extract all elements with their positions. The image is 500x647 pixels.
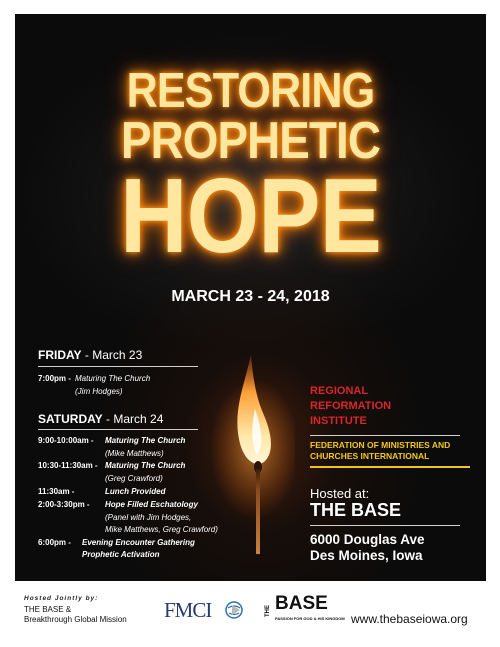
institute-line-3: INSTITUTE (310, 415, 367, 427)
schedule-event: Lunch Provided (105, 487, 166, 496)
institute-name (310, 384, 391, 429)
schedule-event: Maturing The Church (105, 461, 186, 470)
saturday-date: - March 24 (102, 412, 164, 426)
schedule-speaker: Mike Matthews, Greg Crawford) (105, 525, 218, 534)
federation-line-1: FEDERATION OF MINISTRIES AND (310, 440, 451, 450)
schedule-time: 11:30am - (38, 487, 75, 496)
saturday-heading (38, 412, 163, 426)
venue-address (310, 532, 425, 564)
globe-icon (224, 600, 244, 620)
institute-divider (310, 435, 460, 436)
the-base-logo (265, 594, 345, 630)
base-logo-bar (258, 594, 261, 630)
federation-name (310, 440, 450, 462)
federation-divider (310, 466, 470, 468)
friday-date: - March 23 (81, 348, 143, 362)
friday-day: FRIDAY (38, 348, 82, 362)
friday-divider (38, 366, 198, 367)
event-date: MARCH 23 - 24, 2018 (171, 288, 330, 305)
saturday-divider (38, 429, 198, 430)
schedule-event: Evening Encounter Gathering (82, 538, 195, 547)
host-1: THE BASE & (24, 605, 72, 614)
base-logo-wordmark: BASE (275, 593, 328, 614)
event-poster (15, 14, 486, 581)
fmci-logo (164, 597, 250, 625)
saturday-day: SATURDAY (38, 412, 103, 426)
website-url[interactable]: www.thebaseiowa.org (351, 612, 468, 626)
schedule-time: 2:00-3:30pm - (38, 500, 90, 509)
base-logo-tagline: PASSION FOR GOD & HIS KINGDOM (275, 616, 345, 621)
title-line-2: PROPHETIC (120, 112, 381, 170)
schedule-time: 7:00pm - (38, 374, 71, 383)
host-2: Breakthrough Global Mission (24, 615, 127, 624)
title-line-3: HOPE (120, 157, 381, 275)
institute-line-1: REGIONAL (310, 385, 369, 397)
burning-match-illustration (205, 339, 295, 559)
friday-heading (38, 348, 142, 362)
hosted-at-label: Hosted at: (310, 486, 370, 501)
venue-divider (310, 525, 460, 526)
title-line-1: RESTORING (126, 64, 375, 118)
schedule-time: 9:00-10:00am - (38, 436, 94, 445)
venue-name: THE BASE (310, 500, 402, 520)
schedule-event: Hope Filled Eschatology (105, 500, 198, 509)
federation-line-2: CHURCHES INTERNATIONAL (310, 451, 430, 461)
base-logo-the: THE (265, 605, 271, 617)
schedule-speaker: (Jim Hodges) (75, 387, 123, 396)
fmci-logo-text: FMCI (164, 598, 212, 622)
schedule-time: 6:00pm - (38, 538, 71, 547)
address-line-1: 6000 Douglas Ave (310, 532, 425, 547)
schedule-time: 10:30-11:30am - (38, 461, 98, 470)
hosted-jointly-label: Hosted Jointly by: (24, 595, 99, 602)
schedule-speaker: (Greg Crawford) (105, 474, 163, 483)
schedule-event: Maturing The Church (75, 374, 151, 383)
institute-line-2: REFORMATION (310, 400, 392, 412)
schedule-speaker: (Mike Matthews) (105, 449, 164, 458)
schedule-event-subtitle: Prophetic Activation (82, 550, 160, 559)
address-line-2: Des Moines, Iowa (310, 548, 423, 563)
schedule-event: Maturing The Church (105, 436, 186, 445)
schedule-speaker: (Panel with Jim Hodges, (105, 513, 192, 522)
